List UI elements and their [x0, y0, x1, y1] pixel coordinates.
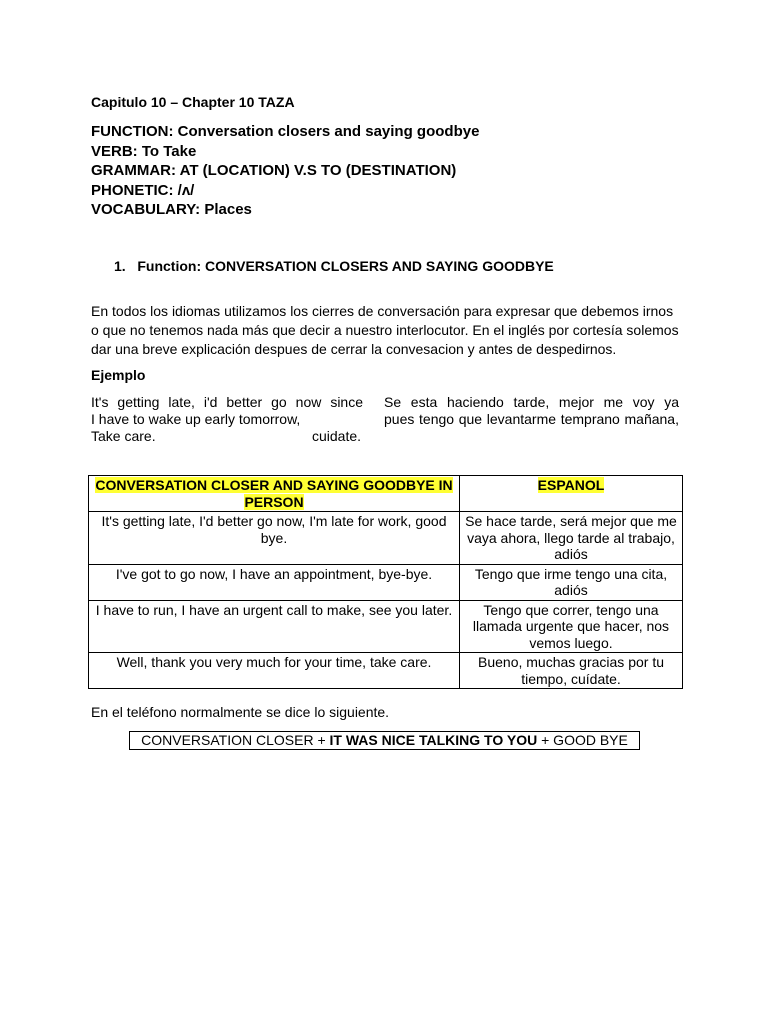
- vocabulary-line: [91, 200, 479, 220]
- formula-part3: + GOOD BYE: [541, 732, 628, 748]
- phone-intro: En el teléfono normalmente se dice lo siguiente.: [91, 704, 390, 720]
- verb-value: To Take: [141, 142, 197, 160]
- function-label: FUNCTION:: [91, 123, 174, 140]
- verb-label: VERB:: [91, 142, 138, 160]
- example-spanish-line: pues tengo que levantarme temprano mañana,: [384, 411, 679, 427]
- chapter-title: Capitulo 10 – Chapter 10 TAZA: [91, 94, 295, 110]
- grammar-value: AT (LOCATION) V.S TO (DESTINATION): [179, 162, 457, 179]
- phonetic-value: /ʌ/: [177, 181, 195, 199]
- example-spanish-line: cuidate.: [312, 428, 362, 444]
- example-english-line: I have to wake up early tomorrow,: [91, 411, 301, 427]
- row-english: Well, thank you very much for your time, take care.: [89, 653, 460, 689]
- table-header-row: [89, 476, 683, 512]
- function-line: [91, 122, 479, 142]
- grammar-line: [91, 161, 479, 181]
- row-spanish: Bueno, muchas gracias por tu tiempo, cuídate.: [460, 653, 683, 689]
- row-spanish: Tengo que irme tengo una cita, adiós: [460, 564, 683, 600]
- closers-table: [88, 475, 683, 689]
- row-english: I have to run, I have an urgent call to make, see you later.: [89, 600, 460, 653]
- table-row: [89, 653, 683, 689]
- lesson-meta: [91, 122, 479, 220]
- phonetic-label: PHONETIC:: [91, 181, 174, 199]
- grammar-label: GRAMMAR:: [91, 162, 176, 179]
- header-spanish-cell: [460, 476, 683, 512]
- example-english-line: It's getting late, i'd better go now since: [91, 394, 363, 410]
- example-spanish: [312, 394, 679, 444]
- header-english: CONVERSATION CLOSER AND SAYING GOODBYE IN PERSON: [95, 477, 453, 510]
- intro-paragraph: En todos los idiomas utilizamos los cierres de conversación para expresar que debemos irnos o que no tenemos nada más que decir a nuestro interlocutor. En el inglés por cortesía solemos dar una breve explicación despues de cerrar la convesacion y antes de despedirnos.: [91, 303, 679, 357]
- header-english-cell: [89, 476, 460, 512]
- row-english: It's getting late, I'd better go now, I'm late for work, good bye.: [89, 512, 460, 565]
- vocabulary-value: Places: [204, 201, 252, 218]
- vocabulary-label: VOCABULARY:: [91, 201, 201, 218]
- table-row: [89, 600, 683, 653]
- example-english-line: Take care.: [91, 428, 156, 444]
- formula-part1: CONVERSATION CLOSER +: [141, 732, 326, 748]
- row-spanish: Tengo que correr, tengo una llamada urgente que hacer, nos vemos luego.: [460, 600, 683, 653]
- phonetic-line: [91, 181, 479, 201]
- header-spanish: ESPANOL: [537, 477, 605, 493]
- verb-line: [91, 142, 479, 162]
- section-title: Function: CONVERSATION CLOSERS AND SAYING GOODBYE: [137, 258, 554, 274]
- phone-formula-box: [129, 731, 640, 750]
- formula-part2: IT WAS NICE TALKING TO YOU: [329, 732, 538, 748]
- section-heading: [114, 258, 554, 274]
- example-spanish-line: Se esta haciendo tarde, mejor me voy ya: [384, 394, 679, 410]
- table-row: [89, 512, 683, 565]
- row-english: I've got to go now, I have an appointment, bye-bye.: [89, 564, 460, 600]
- table-row: [89, 564, 683, 600]
- row-spanish: Se hace tarde, será mejor que me vaya ahora, llego tarde al trabajo, adiós: [460, 512, 683, 565]
- function-value: Conversation closers and saying goodbye: [177, 123, 480, 140]
- section-number: 1.: [114, 258, 126, 274]
- example-heading: Ejemplo: [91, 367, 146, 383]
